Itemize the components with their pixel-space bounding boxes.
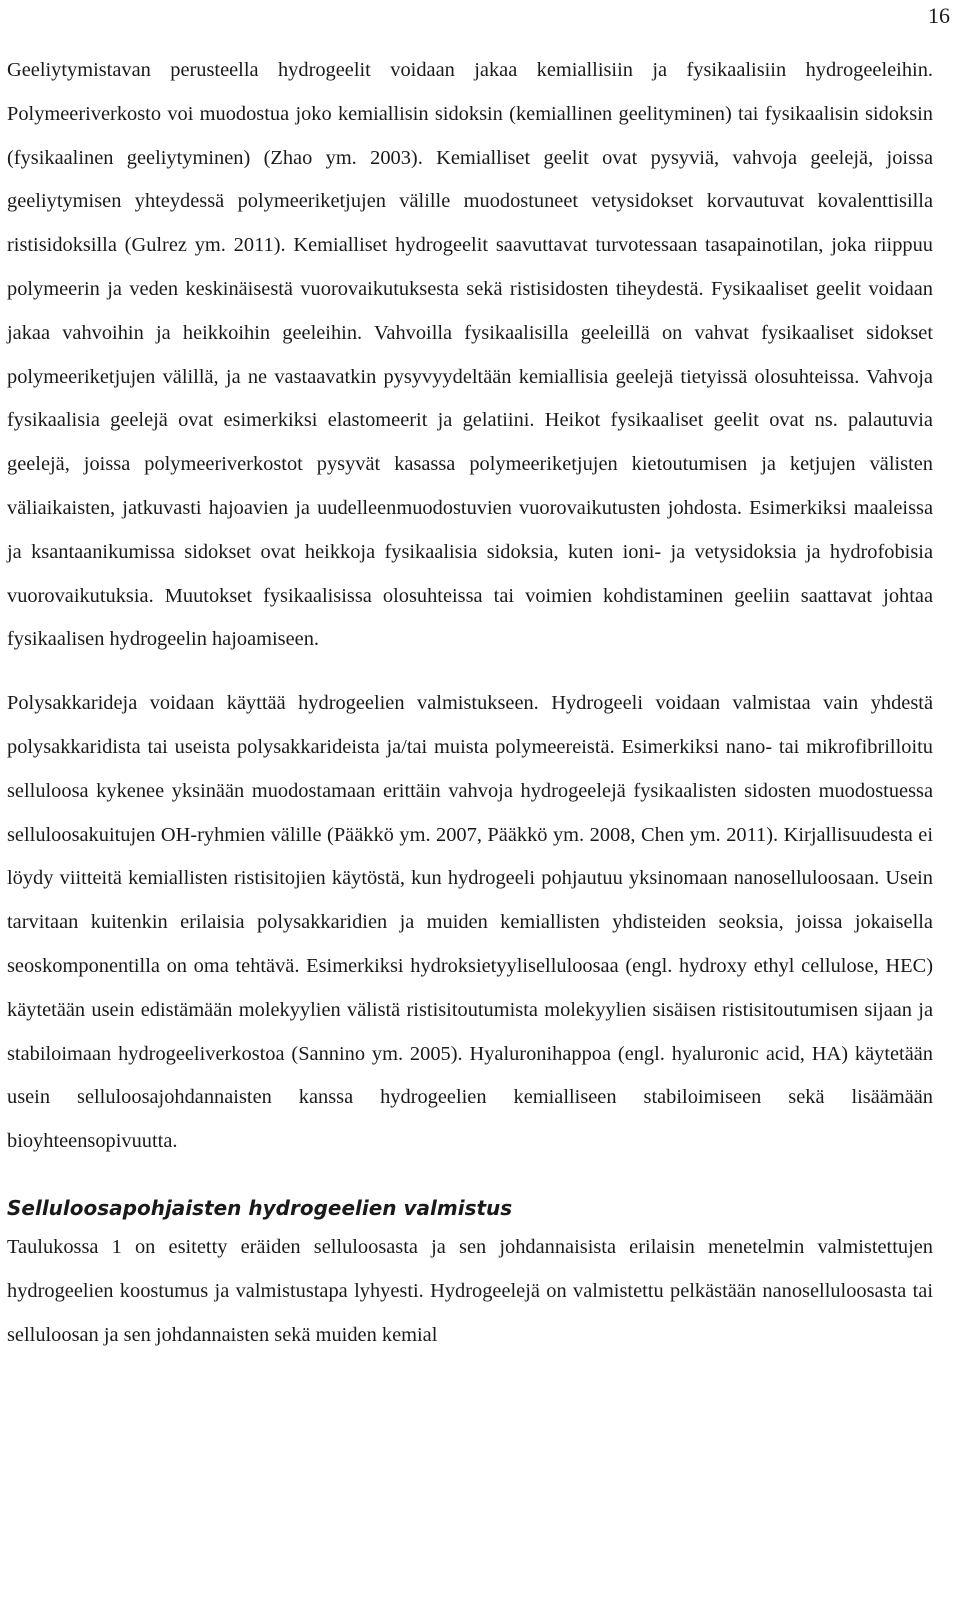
paragraph-polysaccharides: Polysakkarideja voidaan käyttää hydrogeelien valmistukseen. Hydrogeeli voidaan valmistaa vain yhdestä polysakkaridista tai useista polysakkarideista ja/tai muista polymeereistä. Esimerkiksi nano- tai mikrofibrilloitu selluloosa kykenee yksinään muodostamaan erittäin vahvoja hydrogeelejä fysikaalisten sidosten muodostuessa selluloosakuitujen OH-ryhmien välille (Pääkkö ym. 2007, Pääkkö ym. 2008, Chen ym. 2011). Kirjallisuudesta ei löydy viitteitä kemiallisten ristisitojien käytöstä, kun hydrogeeli pohjautuu yksinomaan nanoselluloosaan. Usein tarvitaan kuitenkin erilaisia polysakkaridien ja muiden kemiallisten yhdisteiden seoksia, joissa jokaisella seoskomponentilla on oma tehtävä. Esimerkiksi hydroksietyyliselluloosaa (engl. hydroxy ethyl cellulose, HEC) käytetään usein edistämään molekyylien välistä ristisitoutumista molekyylien sisäisen ristisitoutumisen sijaan ja stabiloimaan hydrogeeliverkostoa (Sannino ym. 2005). Hyaluronihappoa (engl. hyaluronic acid, HA) käytetään usein selluloosajohdannaisten kanssa hydrogeelien kemialliseen stabiloimiseen sekä lisäämään bioyhteensopivuutta. bbox=[7, 692, 933, 1153]
paragraph-section-intro: Taulukossa 1 on esitetty eräiden selluloosasta ja sen johdannaisista erilaisin menetelmin valmistettujen hydrogeelien koostumus ja valmistustapa lyhyesti. Hydrogeelejä on valmistettu pelkästään nanoselluloosasta tai selluloosan ja sen johdannaisten sekä muiden kemial bbox=[7, 1235, 933, 1346]
page-number: 16 bbox=[928, 3, 950, 28]
body-text bbox=[7, 49, 933, 1357]
paragraph-gel-classification: Geeliytymistavan perusteella hydrogeelit voidaan jakaa kemiallisiin ja fysikaalisiin hydrogeeleihin. Polymeeriverkosto voi muodostua joko kemiallisin sidoksin (kemiallinen geelityminen) tai fysikaalisin sidoksin (fysikaalinen geeliytyminen) (Zhao ym. 2003). Kemialliset geelit ovat pysyviä, vahvoja geelejä, joissa geeliytymisen yhteydessä polymeeriketjujen välille muodostuneet vetysidokset korvautuvat kovalenttisilla ristisidoksilla (Gulrez ym. 2011). Kemialliset hydrogeelit saavuttavat turvotessaan tasapainotilan, joka riippuu polymeerin ja veden keskinäisestä vuorovaikutuksesta sekä ristisidosten tiheydestä. Fysikaaliset geelit voidaan jakaa vahvoihin ja heikkoihin geeleihin. Vahvoilla fysikaalisilla geeleillä on vahvat fysikaaliset sidokset polymeeriketjujen välillä, ja ne vastaavatkin pysyvyydeltään kemiallisia geelejä tietyissä olosuhteissa. Vahvoja fysikaalisia geelejä ovat esimerkiksi elastomeerit ja gelatiini. Heikot fysikaaliset geelit ovat ns. palautuvia geelejä, joissa polymeeriverkostot pysyvät kasassa polymeeriketjujen kietoutumisen ja ketjujen välisten väliaikaisten, jatkuvasti hajoavien ja uudelleenmuodostuvien vuorovaikutusten johdosta. Esimerkiksi maaleissa ja ksantaanikumissa sidokset ovat heikkoja fysikaalisia sidoksia, kuten ioni- ja vetysidoksia ja hydrofobisia vuorovaikutuksia. Muutokset fysikaalisissa olosuhteissa tai voimien kohdistaminen geeliin saattavat johtaa fysikaalisen hydrogeelin hajoamiseen. bbox=[7, 59, 933, 651]
section-heading: Selluloosapohjaisten hydrogeelien valmistus bbox=[7, 1195, 513, 1220]
